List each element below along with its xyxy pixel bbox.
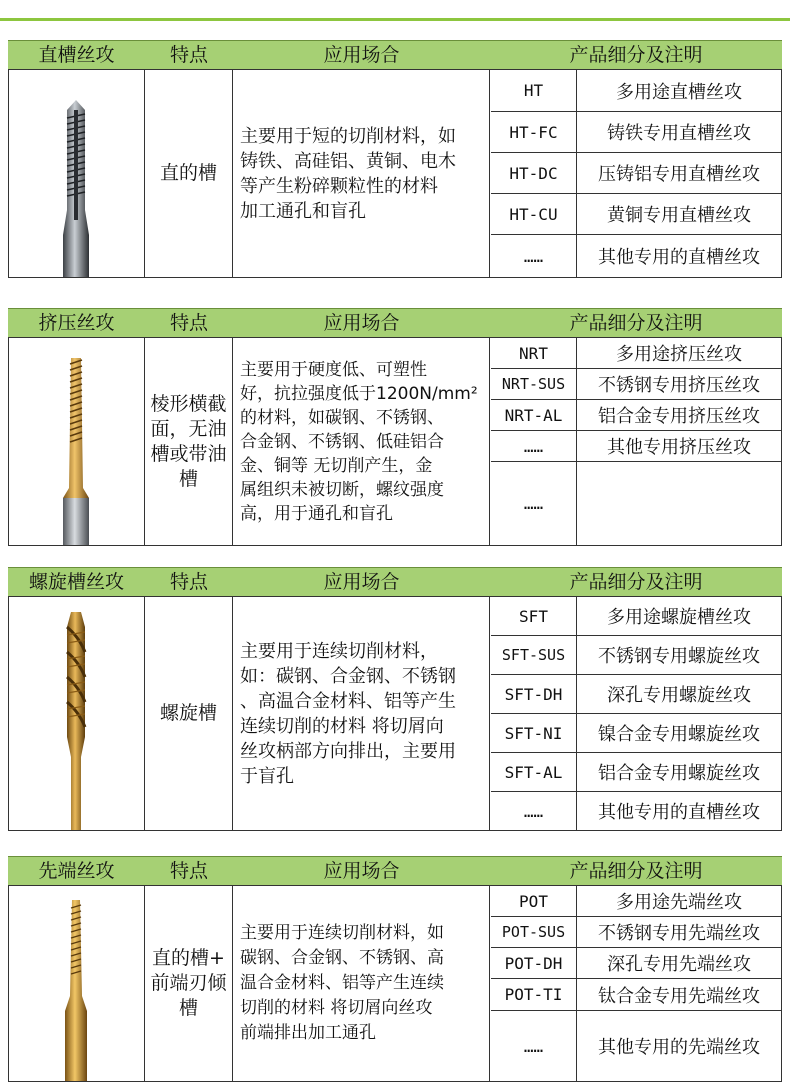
product-code: POT-DH xyxy=(491,948,577,978)
header-feature: 特点 xyxy=(169,571,208,593)
application-text: 主要用于连续切削材料， 如：碳钢、合金钢、不锈钢 、高温合金材料、铝等产生 连续切削的材料 将切屑向 丝攻柄部方向排出，主要用 于盲孔 xyxy=(240,640,456,787)
header-products: 产品细分及注明 xyxy=(569,312,703,334)
feature-text: 直的槽+ 前端刃倾 槽 xyxy=(150,947,227,1019)
product-desc: 不锈钢专用先端丝攻 xyxy=(598,923,760,944)
product-list xyxy=(491,597,781,830)
forming-tap-image xyxy=(9,338,144,545)
product-code: SFT xyxy=(491,597,577,635)
product-code: …… xyxy=(491,792,577,830)
product-row xyxy=(491,338,781,369)
product-row xyxy=(491,462,781,545)
header-application: 应用场合 xyxy=(323,44,400,66)
section-body xyxy=(8,885,782,1082)
spiral-point-tap-image xyxy=(9,886,144,1081)
product-desc: 不锈钢专用螺旋丝攻 xyxy=(598,646,760,667)
product-code: HT xyxy=(491,70,577,111)
product-row xyxy=(491,675,781,714)
product-code: SFT-NI xyxy=(491,714,577,752)
product-desc: 深孔专用先端丝攻 xyxy=(607,954,751,975)
application-text: 主要用于硬度低、可塑性 好，抗拉强度低于1200N/mm² 的材料，如碳钢、不锈钢、 合金钢、不锈钢、低硅铝合 金、铜等 无切削产生，金 属组织未被切断，螺纹强度 高，用于通孔和盲孔 xyxy=(240,359,478,524)
product-desc: 多用途先端丝攻 xyxy=(616,892,742,913)
feature-cell xyxy=(145,886,233,1081)
product-row xyxy=(491,917,781,948)
spiral-flute-tap-image xyxy=(9,597,144,830)
product-desc: 黄铜专用直槽丝攻 xyxy=(607,205,751,226)
section-title: 先端丝攻 xyxy=(38,860,115,882)
product-code: POT xyxy=(491,886,577,916)
product-code: NRT-SUS xyxy=(491,369,577,399)
application-cell xyxy=(234,338,490,545)
product-desc: 多用途挤压丝攻 xyxy=(616,344,742,365)
feature-text: 直的槽 xyxy=(159,162,217,184)
product-code: HT-DC xyxy=(491,153,577,193)
product-code: …… xyxy=(491,462,577,545)
header-products: 产品细分及注明 xyxy=(569,860,703,882)
section-body xyxy=(8,596,782,831)
product-row xyxy=(491,886,781,917)
product-desc: 其他专用的先端丝攻 xyxy=(598,1037,760,1058)
product-row xyxy=(491,753,781,792)
header-products: 产品细分及注明 xyxy=(569,44,703,66)
product-row xyxy=(491,235,781,277)
section-header xyxy=(8,856,782,886)
header-application: 应用场合 xyxy=(323,571,400,593)
section-forming-tap xyxy=(8,308,782,546)
section-straight-flute-tap xyxy=(8,40,782,278)
product-desc: 其他专用挤压丝攻 xyxy=(607,437,751,458)
product-row xyxy=(491,792,781,830)
header-application: 应用场合 xyxy=(323,312,400,334)
straight-flute-tap-image xyxy=(9,70,144,277)
product-desc: 多用途直槽丝攻 xyxy=(616,81,742,103)
product-code: SFT-AL xyxy=(491,753,577,791)
product-desc: 钛合金专用先端丝攻 xyxy=(598,985,760,1007)
product-desc: 压铸铝专用直槽丝攻 xyxy=(598,164,760,185)
section-header xyxy=(8,308,782,338)
product-list xyxy=(491,338,781,545)
product-row xyxy=(491,369,781,400)
feature-cell xyxy=(145,338,233,545)
product-desc: 多用途螺旋槽丝攻 xyxy=(607,607,751,628)
product-desc: 其他专用的直槽丝攻 xyxy=(598,802,760,823)
section-header xyxy=(8,40,782,70)
product-row xyxy=(491,1011,781,1081)
tap-image-cell xyxy=(9,886,145,1081)
header-products: 产品细分及注明 xyxy=(569,571,703,593)
section-header xyxy=(8,567,782,597)
header-feature: 特点 xyxy=(169,44,208,66)
application-cell xyxy=(234,70,490,277)
section-body xyxy=(8,69,782,278)
product-desc: 铝合金专用挤压丝攻 xyxy=(598,406,760,427)
tap-image-cell xyxy=(9,70,145,277)
header-application: 应用场合 xyxy=(323,860,400,882)
product-code: NRT xyxy=(491,338,577,368)
product-list xyxy=(491,886,781,1081)
product-row xyxy=(491,194,781,235)
application-cell xyxy=(234,886,490,1081)
product-row xyxy=(491,112,781,153)
product-row xyxy=(491,400,781,431)
product-row xyxy=(491,70,781,112)
section-spiral-flute-tap xyxy=(8,567,782,831)
section-title: 螺旋槽丝攻 xyxy=(28,571,124,593)
product-desc: 铸铁专用直槽丝攻 xyxy=(607,123,751,144)
product-desc: 镍合金专用螺旋丝攻 xyxy=(598,724,760,745)
section-body xyxy=(8,337,782,546)
tap-image-cell xyxy=(9,597,145,830)
product-desc: 铝合金专用螺旋丝攻 xyxy=(598,763,760,784)
product-code: …… xyxy=(491,1011,577,1081)
header-feature: 特点 xyxy=(169,312,208,334)
feature-cell xyxy=(145,70,233,277)
product-code: POT-TI xyxy=(491,979,577,1010)
product-row xyxy=(491,636,781,675)
product-row xyxy=(491,979,781,1011)
product-code: HT-FC xyxy=(491,112,577,152)
section-title: 直槽丝攻 xyxy=(38,44,115,66)
product-code: NRT-AL xyxy=(491,400,577,430)
product-row xyxy=(491,714,781,753)
top-rule xyxy=(0,18,790,21)
product-row xyxy=(491,597,781,636)
section-title: 挤压丝攻 xyxy=(38,312,115,334)
product-row xyxy=(491,153,781,194)
product-row xyxy=(491,948,781,979)
feature-cell xyxy=(145,597,233,830)
application-text: 主要用于连续切削材料，如 碳钢、合金钢、不锈钢、高 温合金材料、铝等产生连续 切削的材料 将切屑向丝攻 前端排出加工通孔 xyxy=(240,923,444,1043)
tap-image-cell xyxy=(9,338,145,545)
product-desc: 其他专用的直槽丝攻 xyxy=(598,247,760,268)
product-code: …… xyxy=(491,235,577,277)
product-row xyxy=(491,431,781,462)
product-code: POT-SUS xyxy=(491,917,577,947)
application-cell xyxy=(234,597,490,830)
product-code: HT-CU xyxy=(491,194,577,234)
feature-text: 棱形横截 面，无油 槽或带油 槽 xyxy=(150,392,227,490)
product-code: …… xyxy=(491,431,577,461)
section-spiral-point-tap xyxy=(8,856,782,1082)
product-desc xyxy=(577,462,781,545)
feature-text: 螺旋槽 xyxy=(159,702,217,724)
header-feature: 特点 xyxy=(169,860,208,882)
product-desc: 不锈钢专用挤压丝攻 xyxy=(598,375,760,396)
product-code: SFT-SUS xyxy=(491,636,577,674)
product-list xyxy=(491,70,781,277)
application-text: 主要用于短的切削材料，如 铸铁、高硅铝、黄铜、电木 等产生粉碎颗粒性的材料 加工通孔和盲孔 xyxy=(240,125,456,222)
product-desc: 深孔专用螺旋丝攻 xyxy=(607,685,751,706)
product-code: SFT-DH xyxy=(491,675,577,713)
